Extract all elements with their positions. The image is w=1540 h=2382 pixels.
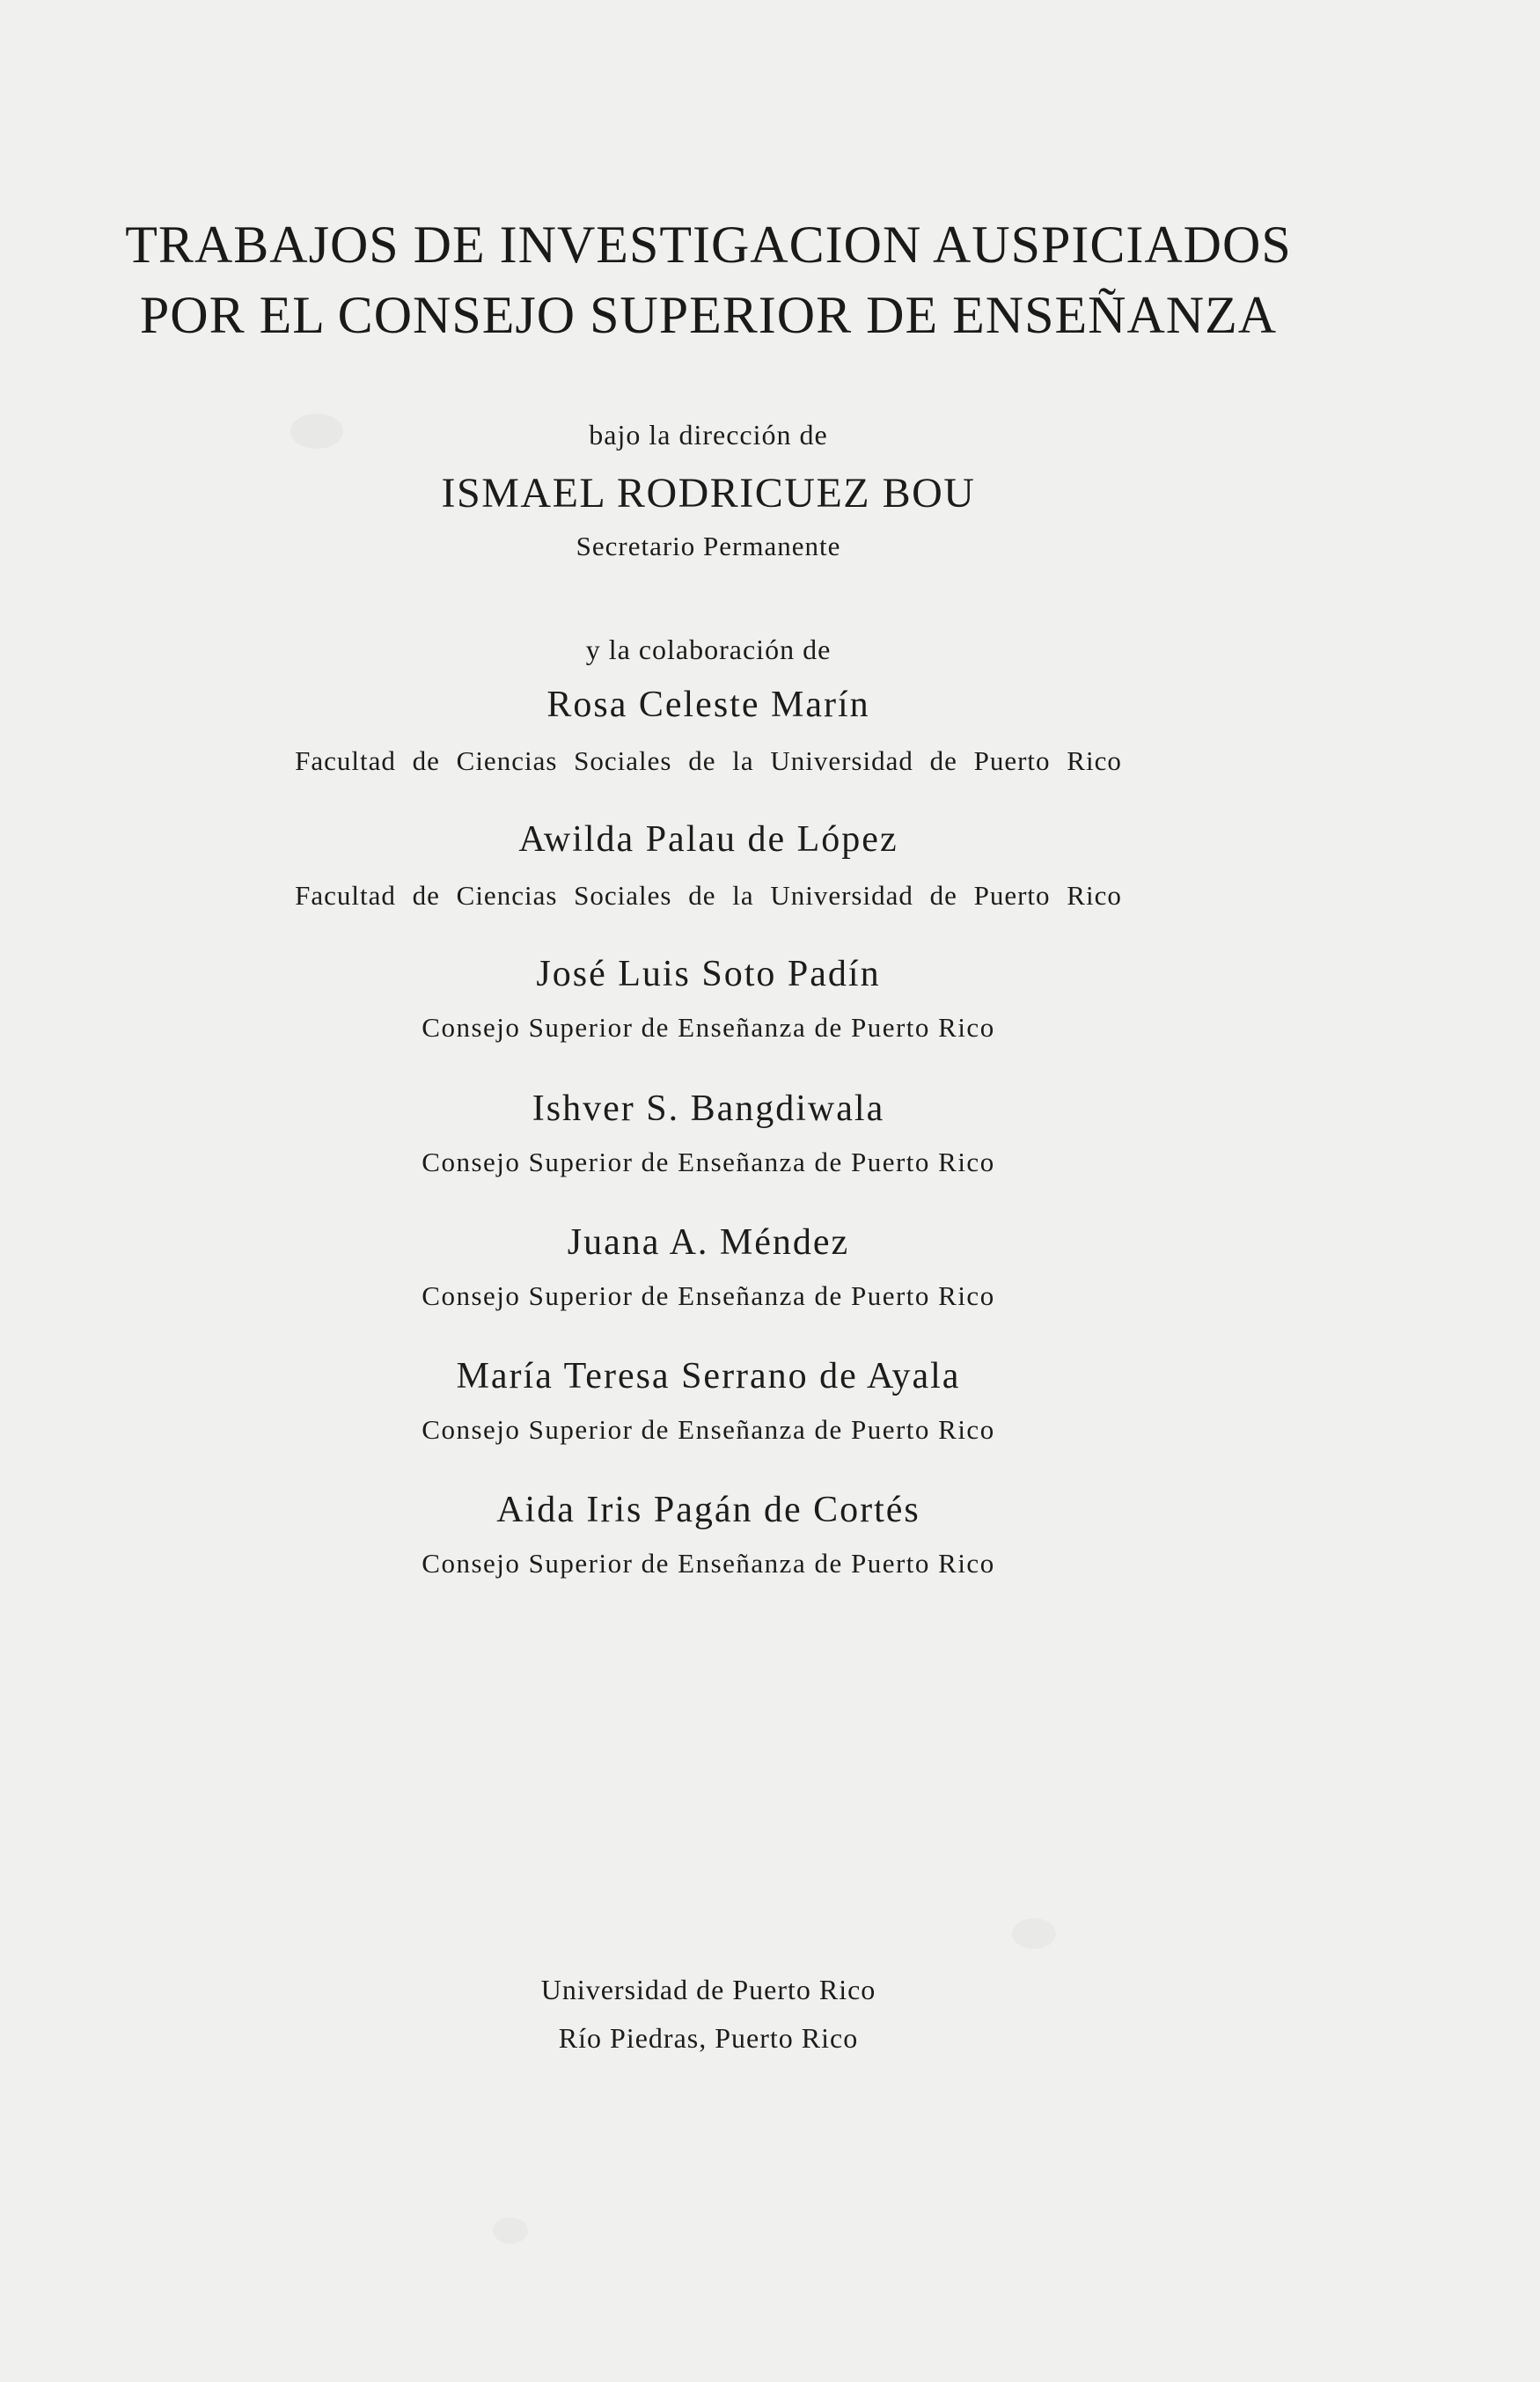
collaborator-name: Awilda Palau de López xyxy=(518,819,898,860)
collaborator-name: Aida Iris Pagán de Cortés xyxy=(496,1490,920,1530)
collaborator-name: Rosa Celeste Marín xyxy=(546,685,870,725)
collaboration-intro: y la colaboración de xyxy=(585,634,832,665)
collaborator-affiliation: Facultad de Ciencias Sociales de la Universidad de Puerto Rico xyxy=(295,880,1122,911)
collaborator-affiliation: Consejo Superior de Enseñanza de Puerto Rico xyxy=(422,1147,995,1177)
collaborator-affiliation: Consejo Superior de Enseñanza de Puerto Rico xyxy=(422,1280,995,1311)
title-line-2: POR EL CONSEJO SUPERIOR DE ENSEÑANZA xyxy=(139,286,1278,344)
collaborator-affiliation: Consejo Superior de Enseñanza de Puerto Rico xyxy=(422,1548,995,1579)
collaborator-affiliation: Consejo Superior de Enseñanza de Puerto Rico xyxy=(422,1414,995,1445)
collaborator-name: José Luis Soto Padín xyxy=(536,954,881,994)
collaborator-name: María Teresa Serrano de Ayala xyxy=(456,1356,961,1396)
page-title xyxy=(0,209,1417,350)
paper-speck xyxy=(493,2217,528,2244)
title-line-1: TRABAJOS DE INVESTIGACION AUSPICIADOS xyxy=(125,216,1292,274)
paper-speck xyxy=(1012,1918,1056,1949)
director-name: ISMAEL RODRICUEZ BOU xyxy=(441,470,976,517)
collaborator-affiliation: Facultad de Ciencias Sociales de la Universidad de Puerto Rico xyxy=(295,745,1122,776)
collaborator-name: Juana A. Méndez xyxy=(567,1222,850,1263)
collaborator-name: Ishver S. Bangdiwala xyxy=(532,1088,885,1129)
director-role: Secretario Permanente xyxy=(576,531,841,561)
imprint-location: Río Piedras, Puerto Rico xyxy=(558,2022,859,2054)
direction-intro: bajo la dirección de xyxy=(589,419,828,451)
collaborator-affiliation: Consejo Superior de Enseñanza de Puerto Rico xyxy=(422,1012,995,1043)
imprint-institution: Universidad de Puerto Rico xyxy=(540,1974,876,2005)
